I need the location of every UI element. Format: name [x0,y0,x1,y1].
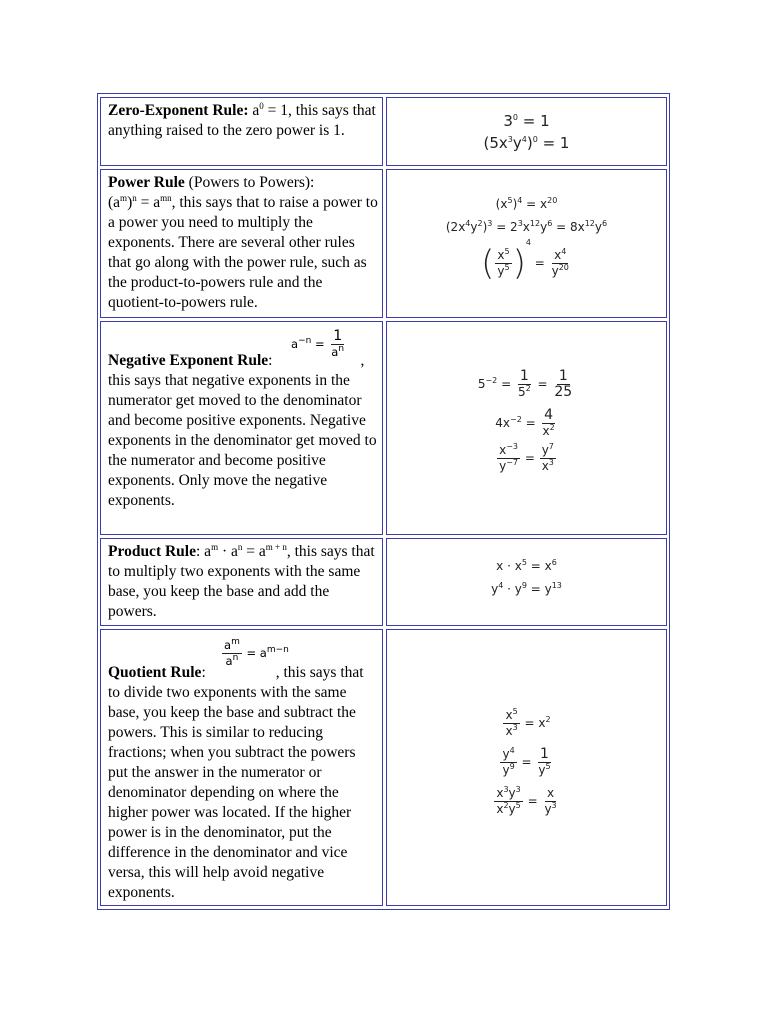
quotient-rule-examples [386,629,667,906]
rule-name: Zero-Exponent Rule: [108,102,249,119]
quotient-rule-description: $\frac{a^m}{a^n}$ = $a^{m-n}$ Quotient Rule: , this says that to divide two exponents with the same base, you keep the base and subtract the powers. This is similar to reducing fractions; when you subtract the powers put the answer in the numerator or denominator depending on where the higher power was located. If the higher power is in the denominator, put the difference in the denominator and vice versa, this will help avoid negative exponents. [100,629,383,906]
example-1: $\frac{x^5}{x^3}$ = $x^2$ [505,707,551,738]
product-rule-description: Product Rule: $a^m \cdot a^n = a^{m + n}$, this says that to multiply two exponents with the same base, you keep the base and add the powers. [100,538,383,626]
example-2: $y^4 \cdot y^9 = y^{13}$ [491,581,562,596]
rule-text: , this says that to raise a power to a power you need to multiply the exponents. There are several other rules that go along with the power rule, such as the product-to-powers rule and the quotient-to-powers rule. [108,194,378,311]
rule-text: , this says that anything raised to the zero power is 1. [108,102,376,139]
example-1: $x \cdot x^5 = x^6$ [496,558,557,573]
power-rule-description [100,169,383,318]
example-3: $\frac{x^3y^3}{x^2y^5}$ = $\frac{x}{y^3}$ [496,785,557,816]
negative-exponent-description: $a^{-n}$ = $\frac{1}{a^n}$ Negative Exponent Rule: , this says that negative exponents in the numerator get moved to the denominator and become positive exponents. Negative exponents in the denominator get moved to the numerator and become positive exponents. Only move the negative exponents. [100,321,383,535]
rule-text: , this says that to divide two exponents with the same base, you keep the base and subtract the powers. This is similar to reducing fractions; when you subtract the powers put the answer in the numerator or denominator depending on where the higher power was located. If the higher power is in the denominator, put the difference in the denominator and vice versa, this will help avoid negative exponents. [108,664,364,901]
negative-exponent-examples [386,321,667,535]
rule-subtitle: (Powers to Powers): [184,174,315,191]
rule-name: Quotient Rule [108,664,202,681]
example-1: $(x^5)^4 = x^{20}$ [495,196,558,211]
rule-name: Negative Exponent Rule [108,352,269,369]
product-rule-examples [386,538,667,626]
zero-exponent-examples [386,97,667,166]
example-2: $(5x^3y^4)^0 = 1$ [483,134,570,152]
rule-formula: $(a^m)^n = a^{mn}$ [108,192,172,211]
rules-table [97,93,670,910]
rule-name: Power Rule [108,174,185,191]
rule-formula: $a^{-n}$ = $\frac{1}{a^n}$ [291,328,345,359]
rule-text: , this says that negative exponents in the numerator get moved to the denominator and become positive exponents. Negative exponents in the denominator get moved to the numerator and become positive exponents. Only move the negative exponents. [108,352,377,509]
rule-text: , this says that to multiply two exponents with the same base, you keep the base and add the powers. [108,543,375,620]
example-3: ( $\frac{x^5}{y^5}$ )$^4$ = $\frac{x^4}{y^{20}}$ [481,238,569,284]
example-1: $3^0 = 1$ [503,112,550,130]
example-2: $4x^{-2}$ = $\frac{4}{x^2}$ [495,407,555,438]
zero-exponent-description [100,97,383,166]
rule-name: Product Rule [108,543,196,560]
example-2: $(2x^4y^2)^3 = 2^3x^{12}y^6 = 8x^{12}y^6$ [445,219,608,234]
example-2: $\frac{y^4}{y^9}$ = $\frac{1}{y^5}$ [502,746,551,777]
power-rule-examples [386,169,667,318]
rule-formula: $\frac{a^m}{a^n}$ = $a^{m-n}$ [224,637,289,668]
rule-formula: $a^0 = 1$ [252,100,289,119]
rule-formula: $a^m \cdot a^n = a^{m + n}$ [204,541,287,560]
example-3: $\frac{x^{-3}}{y^{-7}}$ = $\frac{y^7}{x^3}$ [499,442,554,473]
example-1: $5^{-2}$ = $\frac{1}{5^2}$ = $\frac{1}{25}$ [477,368,573,400]
